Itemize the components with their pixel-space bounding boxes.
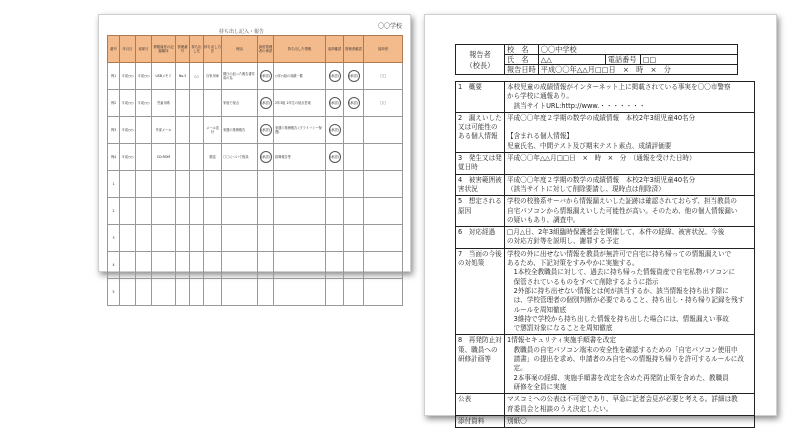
ledger-cell [364,198,403,225]
ledger-cell [364,171,403,198]
report-line: から学校に通報あり。 [507,92,573,101]
report-section-label: 7 当面の今後の対処策 [456,248,505,335]
report-line [507,123,752,132]
ledger-cell [176,90,190,117]
ledger-cell [120,198,136,225]
report-line: 研修を全員に実施 [507,382,567,391]
ledger-cell: 郵送 [204,144,222,171]
ledger-cell [136,117,152,144]
phone-value: □□ [640,55,737,65]
school-key: 校 名 [505,45,539,55]
report-section-row [456,82,755,113]
ledger-header-row [108,36,403,63]
ledger-cell [136,252,152,279]
ledger-row [108,252,403,279]
ledger-cell: 〇〇について相談 [222,144,258,171]
report-line: の疑いもあり、調査中。 [507,215,580,224]
report-line: □月△日、2年3組臨時保護者会を開催して、本件の経緯、被害状況、今後 [507,228,725,237]
ledger-cell: 期日の迫った報告書作成の為 [222,63,258,90]
ledger-row [108,63,403,90]
ledger-cell [152,252,176,279]
ledger-cell [274,225,326,252]
ledger-cell: No.3 [176,63,190,90]
report-line: 教職員の自宅パソコン端末の安全性を確認するための「自宅パソコン使用申 [507,345,738,354]
report-line: で懲罰対象になることを周知徹底 [507,324,613,333]
ledger-cell [136,225,152,252]
name-value: △△ [538,55,605,65]
ledger-cell [120,252,136,279]
report-section-row [456,174,755,196]
ledger-cell: 平成○○ [120,63,136,90]
ledger-stamp-cell [258,90,274,117]
ledger-cell: 平成○○ [136,90,152,117]
ledger-cell: CD-ROM [152,144,176,171]
ledger-header-cell: 返却日 [136,36,152,63]
ledger-cell [326,171,344,198]
report-line: 2本事案の経緯、実施手順書を改定を含めた再発防止策を含めた、教職員 [507,373,729,382]
report-line: 3維持で学校から持ち出した情報を持ち出した場合には、情報漏えい事故 [507,314,729,323]
ledger-cell [344,252,364,279]
ledger-cell [176,198,190,225]
report-section-label: 公表 [456,394,505,416]
ledger-cell [274,279,326,306]
report-line: は、学校管理者の個別判断が必要であること、持ち出し・持ち帰り記録を残す [507,296,745,305]
ledger-cell [120,171,136,198]
ledger-cell: 例4 [108,144,120,171]
approval-stamp: (承認) [329,97,341,109]
ledger-cell [120,279,136,306]
report-line: 保管されているものをすべて削除するように指示 [507,277,659,286]
ledger-cell: 来週の業務報告 [222,117,258,144]
ledger-cell [344,225,364,252]
reporter-sublabel: （校長） [465,60,495,70]
approval-stamp: (承認) [348,70,360,82]
report-section-row [456,227,755,249]
ledger-header-cell: 返却者 [364,36,403,63]
report-section-row [456,335,755,394]
report-line: 育委員会と相談のうえ決定したい。 [507,404,613,413]
ledger-header-cell: 番号 [108,36,120,63]
report-line: 請書」の提出を求め、申請者のみ自宅への情報持ち帰りを許可するルールに改 [507,355,744,364]
approval-stamp: (承認) [329,151,341,163]
ledger-cell [176,144,190,171]
ledger-header-cell: 資産管理者の承認 [258,36,274,63]
ledger-cell: 〇〇 [364,63,403,90]
ledger-cell: 児童用紙 [152,90,176,117]
report-line: 平成〇〇年度２学期の数学の成績情報 本校2年3組児童40名分 [507,175,696,184]
report-section-label: 4 被害範囲被害状況 [456,174,505,196]
report-line: 平成〇〇年△△月□□日 × 時 × 分 （通報を受けた日時） [507,154,696,163]
ledger-cell: 例1 [108,63,120,90]
ledger-cell [222,252,258,279]
ledger-cell [344,279,364,306]
report-section-content [505,227,755,249]
ledger-cell [364,117,403,144]
ledger-cell [120,225,136,252]
report-section-row [456,112,755,152]
approval-stamp: (承認) [348,97,360,109]
ledger-stamp-cell [326,90,344,117]
ledger-header-cell: 持ち出し方法 [204,36,222,63]
ledger-row [108,144,403,171]
ledger-cell [364,225,403,252]
ledger-cell [176,252,190,279]
report-section-content [505,335,755,394]
ledger-cell [190,90,204,117]
ledger-cell [204,225,222,252]
ledger-cell: 例3 [108,117,120,144]
ledger-cell [190,252,204,279]
ledger-cell: USBメモリ [152,63,176,90]
ledger-cell [364,144,403,171]
report-section-content [505,82,755,113]
ledger-cell [204,279,222,306]
ledger-cell [326,279,344,306]
report-date-value: 平成〇〇年△△月□□日 × 時 × 分 [538,65,737,75]
report-line: 自宅パソコンから情報漏えいした可能性が高い。そのため、他の個人情報漏い [507,206,738,215]
ledger-cell: 例2 [108,90,120,117]
name-key: 氏 名 [505,55,539,65]
ledger-row [108,225,403,252]
report-line: 本校児童の成績情報がインターネット上に掲載されている事実を〇〇市警察 [507,83,731,91]
ledger-cell: 自家用車 [204,63,222,90]
ledger-cell [190,279,204,306]
report-line: 1本校全教職員に対して、過去に持ち帰った情報資産で自宅私物パソコンに [507,268,736,277]
ledger-cell: 2年3組 2年生の採点答案 [274,90,326,117]
ledger-header-cell: 管理番号 [176,36,190,63]
ledger-cell [152,279,176,306]
ledger-header-cell: 持ち出した情報 [274,36,326,63]
report-line: 1情報セキュリティ実施手順書を改定 [507,336,617,345]
reporter-label: 報告者 [469,49,491,59]
report-section-row [456,196,755,227]
ledger-cell [190,144,204,171]
ledger-row [108,90,403,117]
ledger-cell: 5 [108,279,120,306]
ledger-header-cell: 情報資産の記録媒体 [152,36,176,63]
ledger-stamp-cell [258,144,274,171]
ledger-cell [222,171,258,198]
report-line: ルールを周知徹底 [507,305,567,314]
ledger-cell [204,252,222,279]
ledger-cell [136,171,152,198]
report-section-content [505,112,755,152]
report-section-content [505,248,755,335]
approval-stamp: (承認) [260,151,272,163]
ledger-cell [326,225,344,252]
report-section-content [505,394,755,416]
ledger-cell: 平成○○ [120,144,136,171]
incident-report-document [424,14,777,425]
ledger-cell [152,171,176,198]
ledger-cell [222,279,258,306]
report-date-key: 報告日時 [505,65,539,75]
report-line: 2外部に持ち出せない情報とは何が該当するか、該当情報を持ち出す際に [507,286,729,295]
ledger-cell [190,117,204,144]
ledger-cell: 〇〇 [364,90,403,117]
ledger-cell [326,252,344,279]
ledger-stamp-cell [258,63,274,90]
ledger-cell [204,90,222,117]
report-line: 学校の外に出せない情報を教員が無許可で自宅に持ち帰っての情報漏えいで [507,249,732,258]
ledger-cell: 来週の業務報告 (プライバシー保護) [274,117,326,144]
ledger-cell: 1 [108,171,120,198]
reporter-label-cell [456,45,505,75]
school-value: 〇〇中学校 [538,45,737,55]
ledger-cell [258,198,274,225]
report-section-label: 3 発生又は発覚日時 [456,153,505,175]
report-line: 【含まれる個人情報】 [507,132,573,141]
ledger-cell [176,279,190,306]
ledger-cell: 平成○○ [120,117,136,144]
ledger-cell [204,198,222,225]
ledger-cell [258,225,274,252]
report-section-label: 2 漏えいした又は可能性のある個人情報 [456,112,505,152]
report-section-content [505,153,755,175]
report-line: 該当サイトURL:http://www.・・・・・・・ [507,101,646,110]
reporter-table [455,44,738,75]
ledger-document [98,14,411,294]
ledger-row [108,117,403,144]
ledger-cell: △△ [190,63,204,90]
ledger-cell: 平成○○ [136,63,152,90]
ledger-stamp-cell [344,90,364,117]
ledger-cell: 3 [108,225,120,252]
ledger-header-cell: 年月日 [120,36,136,63]
ledger-cell [344,198,364,225]
ledger-cell [136,144,152,171]
ledger-cell [190,171,204,198]
report-line: の対応方針等を説明し、謝罪する予定 [507,237,620,246]
ledger-stamp-cell [344,63,364,90]
ledger-cell: 家庭で採点 [222,90,258,117]
report-section-label: 添付資料 [456,415,505,427]
ledger-cell [204,171,222,198]
ledger-cell [152,225,176,252]
ledger-cell: ○年○組の成績一覧 [274,63,326,90]
ledger-cell [274,252,326,279]
ledger-stamp-cell [258,117,274,144]
ledger-school-name: 〇〇学校 [377,23,402,30]
ledger-cell [364,279,403,306]
ledger-cell [136,198,152,225]
report-section-row [456,248,755,335]
ledger-cell [190,225,204,252]
ledger-cell [258,252,274,279]
ledger-cell: メール送付 [204,117,222,144]
approval-stamp: (承認) [260,70,272,82]
ledger-table [107,35,403,306]
ledger-cell: 外部メール [152,117,176,144]
ledger-cell [344,171,364,198]
phone-key: 電話番号 [605,55,640,65]
ledger-cell: 指導報告等 [274,144,326,171]
report-section-label: 5 想定される原因 [456,196,505,227]
ledger-cell [364,252,403,279]
report-line: 別紙〇 [507,416,527,425]
approval-stamp: (承認) [260,97,272,109]
report-line: 学校の校務系サーバから情報漏えいした証跡は確認されておらず、担当教員の [507,197,737,206]
report-section-label: 8 再発防止対策、職員への研修計画等 [456,335,505,394]
ledger-cell: 2 [108,198,120,225]
report-line: あるため、下記対策をすみやかに実施する。 [507,259,639,268]
ledger-stamp-cell [326,144,344,171]
approval-stamp: (承認) [329,70,341,82]
ledger-cell [222,198,258,225]
report-section-content [505,415,755,427]
ledger-cell [176,225,190,252]
report-line: 定。 [507,364,527,373]
report-section-content [505,196,755,227]
ledger-cell [326,198,344,225]
ledger-row [108,198,403,225]
report-line: マスコミへの公表は不可逆であり、早急に記者会見が必要と考える。詳細は教 [507,395,738,404]
report-section-row [456,415,755,427]
ledger-cell [274,198,326,225]
ledger-header-cell: 理由 [222,36,258,63]
report-line: （該当サイトに対して削除要請し、現時点は削除済） [507,184,665,193]
ledger-cell [176,117,190,144]
ledger-header-cell: 返却確認 [326,36,344,63]
ledger-row [108,171,403,198]
ledger-row [108,279,403,306]
approval-stamp: (承認) [329,124,341,136]
report-line: 平成〇〇年度２学期の数学の成績情報 本校2年3組児童40名分 [507,113,696,122]
ledger-cell [190,198,204,225]
report-line: 児童氏名、中間テスト及び期末テスト素点、成績評価要 [507,141,672,150]
ledger-cell [258,171,274,198]
ledger-header-cell: 持ち出し先 [190,36,204,63]
ledger-cell: 平成○○ [120,90,136,117]
report-body-table [455,81,755,428]
ledger-stamp-cell [326,117,344,144]
approval-stamp: (承認) [260,124,272,136]
report-section-row [456,153,755,175]
report-section-row [456,394,755,416]
report-section-content [505,174,755,196]
ledger-cell [136,279,152,306]
ledger-caption: 持ち出し記入・報告 [219,29,265,35]
ledger-stamp-cell [326,63,344,90]
ledger-cell [344,117,364,144]
report-section-label: 1 概要 [456,82,505,113]
ledger-cell [222,225,258,252]
report-section-label: 6 対応経過 [456,227,505,249]
ledger-header-cell: 管理者確認 [344,36,364,63]
ledger-cell [152,198,176,225]
ledger-cell [176,171,190,198]
ledger-cell [344,144,364,171]
ledger-cell: 4 [108,252,120,279]
ledger-cell [274,171,326,198]
ledger-cell [258,279,274,306]
